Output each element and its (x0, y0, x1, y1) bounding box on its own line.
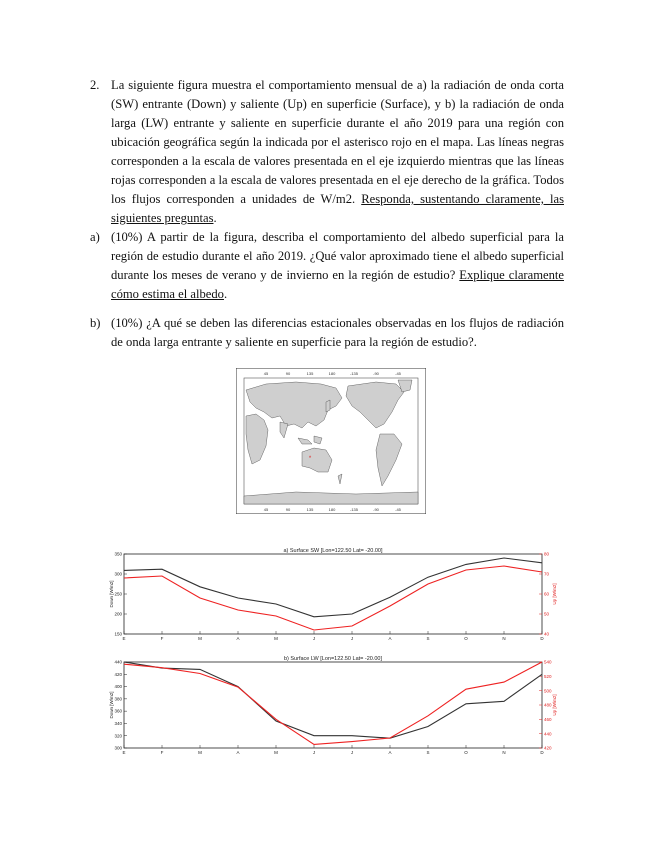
y-tick-label-right: 50 (544, 611, 550, 617)
map-lon-label-bottom: -90 (373, 507, 379, 512)
world-map (236, 368, 426, 514)
y-axis-label-left: Down [W/m2] (109, 691, 114, 719)
y-tick-label-right: 500 (544, 688, 552, 694)
series-line-down (124, 662, 542, 738)
map-lon-label-bottom: 180 (328, 507, 336, 512)
y-axis-label-left: Down [W/m2] (109, 580, 114, 608)
map-lon-label-bottom: 45 (263, 507, 269, 512)
y-tick-label-right: 70 (544, 571, 550, 577)
x-tick-label: M (198, 636, 202, 641)
x-tick-label: A (236, 636, 240, 641)
x-tick-label: S (426, 750, 430, 755)
y-tick-label-left: 400 (114, 684, 122, 690)
chart-title: a) Surface SW [Lon=122.50 Lat= -20.00] (283, 548, 383, 554)
plot-frame (124, 662, 542, 748)
question-a-tail: . (223, 287, 228, 301)
x-tick-label: J (312, 636, 316, 641)
map-lon-label-top: -135 (349, 371, 359, 376)
x-tick-label: O (464, 750, 468, 755)
question-a-label: a) (90, 230, 100, 244)
y-tick-label-right: 440 (544, 731, 552, 737)
x-tick-label: J (350, 750, 354, 755)
y-tick-label-left: 380 (114, 696, 122, 702)
plot-frame (124, 554, 542, 634)
question-2-body: La siguiente figura muestra el comportamiento mensual de a) la radiación de onda corta (SW) entrante (Down) y saliente (Up) en superficie (Surface), y b) la radiación de onda larga (LW) entrante y saliente en superficie durante el año 2019 para una región con ubicación geográfica según la indicada por el asterisco rojo en el mapa. Las líneas negras corresponden a la escala de valores presentada en el eje izquierdo mientras que las líneas rojas corresponden a la escala de valores presentada en el eje derecho de la gráfica. Todos los flujos corresponden a unidades de W/m2. (111, 78, 564, 206)
y-axis-label-right: Up [W/m2] (552, 694, 557, 716)
question-2-underlined: Responda, sustentando claramente, las siguientes preguntas (111, 192, 564, 225)
x-tick-label: A (388, 636, 392, 641)
map-lon-label-top: 90 (285, 371, 291, 376)
x-tick-label: A (388, 750, 392, 755)
question-b-label: b) (90, 316, 101, 330)
x-tick-label: M (274, 750, 278, 755)
x-tick-label: F (160, 636, 164, 641)
x-tick-label: S (426, 636, 430, 641)
question-2-tail: . (213, 211, 217, 225)
x-tick-label: N (502, 750, 506, 755)
question-a-text (111, 228, 564, 304)
y-tick-label-left: 440 (114, 659, 122, 665)
y-tick-label-right: 420 (544, 745, 552, 751)
x-tick-label: M (274, 636, 278, 641)
x-tick-label: O (464, 636, 468, 641)
x-tick-label: E (122, 750, 126, 755)
y-tick-label-left: 150 (114, 631, 122, 637)
y-tick-label-left: 320 (114, 733, 122, 739)
map-lon-label-top: 180 (328, 371, 336, 376)
map-lon-label-bottom: 90 (285, 507, 291, 512)
chart-panel-sw (109, 548, 557, 641)
map-lon-label-bottom: -135 (349, 507, 359, 512)
y-axis-label-right: Up [W/m2] (552, 583, 557, 605)
chart-title: b) Surface LW [Lon=122.50 Lat= -20.00] (283, 656, 383, 662)
y-tick-label-left: 340 (114, 721, 122, 727)
x-tick-label: D (540, 636, 544, 641)
map-asterisk-marker: * (308, 456, 312, 462)
series-line-up (124, 566, 542, 630)
series-line-down (124, 558, 542, 617)
chart-panel-lw (109, 656, 557, 755)
y-tick-label-left: 300 (114, 745, 122, 751)
y-tick-label-left: 360 (114, 708, 122, 714)
y-tick-label-left: 200 (114, 611, 122, 617)
question-2-text (111, 76, 564, 228)
map-lon-label-top: -90 (373, 371, 379, 376)
y-tick-label-left: 300 (114, 571, 122, 577)
y-tick-label-right: 460 (544, 716, 552, 722)
x-tick-label: A (236, 750, 240, 755)
y-tick-label-left: 350 (114, 551, 122, 557)
map-lon-label-bottom: 135 (306, 507, 314, 512)
x-tick-label: F (160, 750, 164, 755)
y-tick-label-right: 40 (544, 631, 550, 637)
y-tick-label-right: 480 (544, 702, 552, 708)
question-a-underlined: Explique claramente cómo estima el albedo (111, 268, 564, 301)
x-tick-label: E (122, 636, 126, 641)
x-tick-label: N (502, 636, 506, 641)
y-tick-label-left: 420 (114, 671, 122, 677)
x-tick-label: J (312, 750, 316, 755)
map-lon-label-top: 135 (306, 371, 314, 376)
question-a-body: (10%) A partir de la figura, describa el comportamiento del albedo superficial para la región de estudio durante el año 2019. ¿Qué valor aproximado tiene el albedo superficial durante los meses de verano y de invierno en la región de estudio? (111, 230, 564, 282)
radiation-charts (108, 546, 570, 756)
map-lon-label-bottom: -45 (395, 507, 401, 512)
y-tick-label-right: 540 (544, 659, 552, 665)
map-lon-label-top: 45 (263, 371, 269, 376)
map-lon-label-top: -45 (395, 371, 401, 376)
x-tick-label: M (198, 750, 202, 755)
y-tick-label-left: 250 (114, 591, 122, 597)
y-tick-label-right: 60 (544, 591, 550, 597)
question-2-number: 2. (90, 78, 100, 92)
x-tick-label: D (540, 750, 544, 755)
x-tick-label: J (350, 636, 354, 641)
question-b-text: (10%) ¿A qué se deben las diferencias estacionales observadas en los flujos de radiación de onda larga entrante y saliente en superficie para la región de estudio?. (111, 316, 564, 349)
y-tick-label-right: 80 (544, 551, 550, 557)
y-tick-label-right: 520 (544, 673, 552, 679)
